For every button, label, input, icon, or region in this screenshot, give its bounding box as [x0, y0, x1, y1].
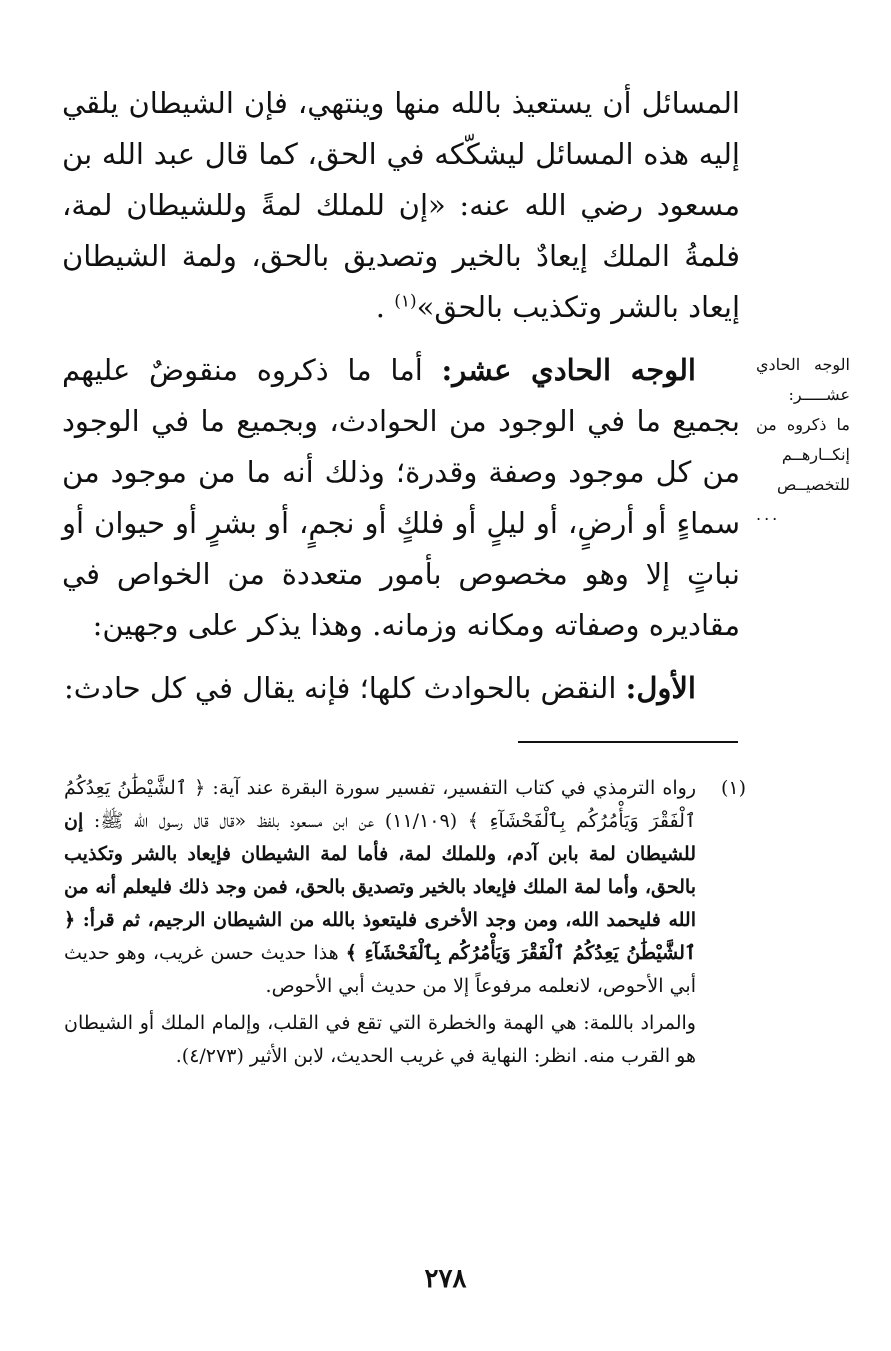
hadith-quote: إن للشيطان لمة بابن آدم، وللملك لمة، فأما لمة الشيطان فإيعاد بالشر وتكذيب بالحق، وأما لمة الملك فإيعاد بالخير وتصديق بالحق، فمن وجد ذلك فليعلم أنه من الله فليحمد الله، ومن وجد الأخرى فليتعوذ بالله من الشيطان الرجيم، ثم قرأ: ﴿ ٱلشَّيْطَٰنُ يَعِدُكُمُ ٱلْفَقْرَ وَيَأْمُرُكُم بِٱلْفَحْشَآءِ ﴾ — [64, 810, 697, 964]
footnote-text: رواه الترمذي في كتاب التفسير، تفسير سورة البقرة عند آية: ﴿ ٱلشَّيْطَٰنُ يَعِدُكُمُ ٱلْفَقْرَ وَيَأْمُرُكُم بِٱلْفَحْشَآءِ ﴾ (١١/١٠٩) عن ابن مسعود بلفظ «قال قال رسول الله ﷺ: — [64, 777, 696, 832]
paragraph-eleventh-aspect — [62, 345, 740, 651]
margin-note-line: للتخصيــص — [776, 475, 850, 494]
footnote-separator-rule — [518, 741, 738, 743]
paragraph-continuation — [62, 78, 740, 333]
margin-note-line: ما ذكروه من — [756, 415, 850, 434]
paragraph-text: المسائل أن يستعيذ بالله منها وينتهي، فإن الشيطان يلقي إليه هذه المسائل ليشكّكه في الحق، كما قال عبد الله بن مسعود رضي الله عنه: «إن للملك لمةً وللشيطان لمة، فلمةُ الملك إيعادٌ بالخير وتصديق بالحق، ولمة الشيطان إيعاد بالشر وتكذيب بالحق» — [62, 86, 740, 324]
paragraph-text: أما ما ذكروه منقوضٌ عليهم بجميع ما في الوجود من الحوادث، وبجميع ما في الوجود من كل موجود وصفة وقدرة؛ وذلك أنه ما من موجود من سماءٍ أو أرضٍ، أو ليلٍ أو فلكٍ أو نجمٍ، أو بشرٍ أو حيوان أو نباتٍ إلا وهو مخصوص بأمور متعددة من الخواص في مقاديره وصفاته ومكانه وزمانه. وهذا يذكر على وجهين: — [62, 353, 740, 642]
page-number: ٢٧٨ — [424, 1264, 467, 1294]
paragraph-end-punctuation: . — [375, 290, 395, 324]
margin-note-line: إنكــارهــم — [781, 445, 850, 464]
footnote-explanation: والمراد باللمة: هي الهمة والخطرة التي تقع في القلب، وإلمام الملك أو الشيطان هو القرب منه. انظر: النهاية في غريب الحديث، لابن الأثير (٤/٢٧٣). — [64, 1012, 696, 1067]
paragraph-text: النقض بالحوادث كلها؛ فإنه يقال في كل حادث: — [63, 671, 626, 705]
margin-note-line: الوجه الحادي — [756, 355, 850, 374]
main-text — [62, 78, 740, 714]
margin-note-ellipsis: ... — [756, 505, 781, 524]
footnote-reference: (١) — [394, 291, 417, 312]
footnote-number: (١) — [720, 777, 746, 799]
paragraph-first-aspect — [62, 663, 740, 714]
footnote — [64, 772, 746, 1073]
margin-heading-note — [756, 350, 850, 530]
footnote-citation — [64, 772, 696, 1003]
margin-note-line: عشـــــر: — [788, 385, 850, 404]
section-lead-heading: الوجه الحادي عشر: — [441, 353, 696, 387]
footnote-text: هذا حديث حسن غريب، وهو حديث أبي الأحوص، لانعلمه مرفوعاً إلا من حديث أبي الأحوص. — [64, 942, 696, 997]
footnote-body — [64, 772, 696, 1073]
section-lead-heading: الأول: — [625, 671, 696, 705]
footnotes-section — [64, 772, 746, 1073]
